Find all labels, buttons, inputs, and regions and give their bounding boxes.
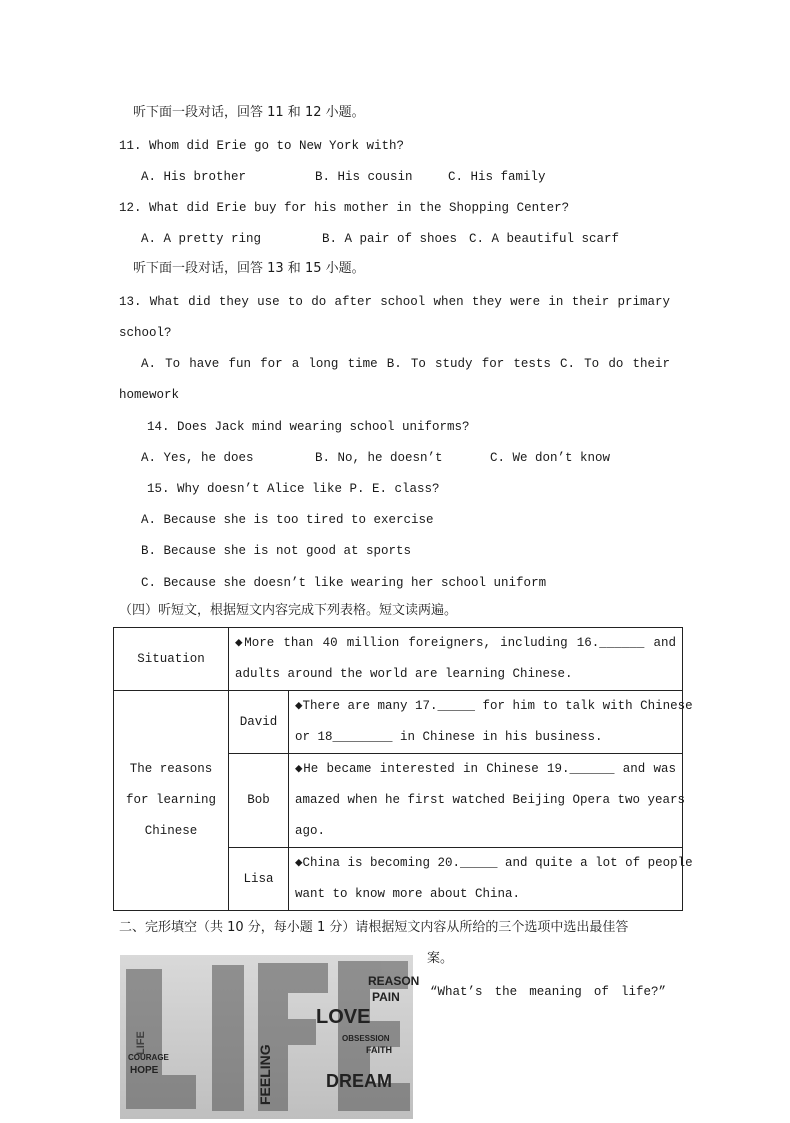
lisa-cell xyxy=(289,848,693,911)
bob-line2: amazed when he first watched Beijing Opera two years xyxy=(295,793,686,807)
section-b-intro: 听下面一段对话，回答 13 和 15 小题。 xyxy=(133,261,365,276)
q11-option-c: C. His family xyxy=(448,170,546,184)
q14-option-b: B. No, he doesn’t xyxy=(315,451,443,465)
q14-option-c: C. We don’t know xyxy=(490,451,611,465)
bob-line1: ◆He became interested in Chinese 19.______ and was xyxy=(295,762,677,776)
q13-stem-line2: school? xyxy=(119,326,172,340)
lisa-line2: want to know more about China. xyxy=(295,887,521,901)
info-table xyxy=(113,627,693,911)
part-two-title: 二、完形填空（共 10 分，每小题 1 分）请根据短文内容从所给的三个选项中选出最佳答 xyxy=(119,920,629,935)
reasons-label xyxy=(114,691,229,911)
word-life: LIFE xyxy=(135,1031,147,1055)
q15-stem: 15. Why doesn’t Alice like P. E. class? xyxy=(147,482,440,496)
david-row xyxy=(114,691,683,754)
word-feeling: FEELING xyxy=(257,1044,273,1105)
q11-option-a: A. His brother xyxy=(141,170,247,184)
lisa-name: Lisa xyxy=(229,848,289,911)
q12-option-c: C. A beautiful scarf xyxy=(469,232,620,246)
q13-stem-line1: 13. What did they use to do after school when they were in their primary xyxy=(119,295,670,309)
q13-options-line1: A. To have fun for a long time B. To study for tests C. To do their xyxy=(141,357,670,371)
q15-option-b: B. Because she is not good at sports xyxy=(141,544,412,558)
word-faith: FAITH xyxy=(366,1045,392,1055)
q15-option-c: C. Because she doesn’t like wearing her school uniform xyxy=(141,576,547,590)
reasons-label-line1: The reasons xyxy=(129,762,213,776)
section-a-intro: 听下面一段对话，回答 11 和 12 小题。 xyxy=(133,105,365,120)
q13-options-line2: homework xyxy=(119,388,180,402)
q11-stem: 11. Whom did Erie go to New York with? xyxy=(119,139,405,153)
bob-line3: ago. xyxy=(295,824,326,838)
david-cell xyxy=(289,691,693,754)
q14-stem: 14. Does Jack mind wearing school uniforms? xyxy=(147,420,470,434)
word-love: LOVE xyxy=(316,1006,371,1028)
situation-line1: ◆More than 40 million foreigners, including 16.______ and xyxy=(235,636,677,650)
reasons-label-line3: Chinese xyxy=(144,824,198,838)
lisa-line1: ◆China is becoming 20._____ and quite a lot of people xyxy=(295,856,693,870)
word-hope: HOPE xyxy=(130,1065,159,1076)
david-line2: or 18________ in Chinese in his business. xyxy=(295,730,603,744)
life-word-art-image xyxy=(120,955,420,1119)
word-pain: PAIN xyxy=(372,990,400,1004)
q11-option-b: B. His cousin xyxy=(315,170,413,184)
bob-name: Bob xyxy=(229,754,289,848)
situation-cell xyxy=(229,628,683,691)
bob-cell xyxy=(289,754,686,848)
q12-option-b: B. A pair of shoes xyxy=(322,232,458,246)
word-reason: REASON xyxy=(368,974,420,988)
passage-start: “What’s the meaning of life?” xyxy=(430,985,666,999)
situation-label: Situation xyxy=(114,628,229,691)
q14-option-a: A. Yes, he does xyxy=(141,451,254,465)
part-two-title-end: 案。 xyxy=(427,951,454,966)
word-courage: COURAGE xyxy=(128,1053,169,1062)
david-name: David xyxy=(229,691,289,754)
q12-option-a: A. A pretty ring xyxy=(141,232,262,246)
reasons-label-line2: for learning xyxy=(125,793,216,807)
david-line1: ◆There are many 17._____ for him to talk with Chinese xyxy=(295,699,693,713)
section-four-title: （四）听短文，根据短文内容完成下列表格。短文读两遍。 xyxy=(119,603,458,618)
situation-row xyxy=(114,628,683,691)
q15-option-a: A. Because she is too tired to exercise xyxy=(141,513,434,527)
life-word-art-svg xyxy=(120,955,420,1119)
word-dream: DREAM xyxy=(326,1071,392,1091)
word-obsession: OBSESSION xyxy=(342,1034,390,1043)
q12-stem: 12. What did Erie buy for his mother in the Shopping Center? xyxy=(119,201,570,215)
situation-line2: adults around the world are learning Chinese. xyxy=(235,667,573,681)
